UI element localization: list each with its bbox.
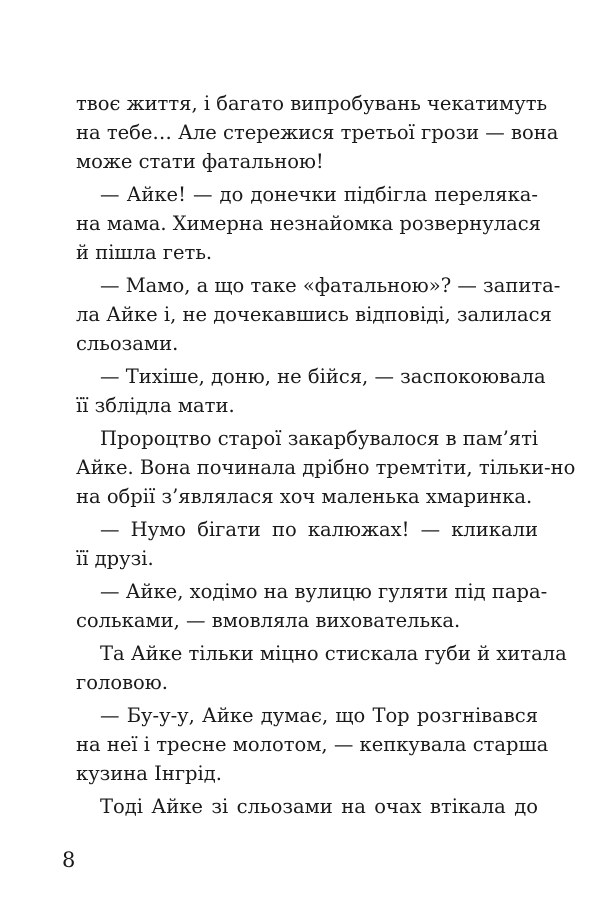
- text-line-2: на тебе… Але стережися третьої грози — вона: [76, 121, 559, 144]
- text-line-13: Айке. Вона починала дрібно тремтіти, тільки-но: [76, 456, 576, 479]
- text-line-17: — Айке, ходімо на вулицю гуляти під пара-: [100, 580, 548, 603]
- text-line-3: може стати фатальною!: [76, 150, 324, 173]
- text-line-5: на мама. Химерна незнайомка розвернулася: [76, 212, 541, 235]
- text-line-10: — Тихіше, доню, не бійся, — заспокоювала: [100, 365, 546, 388]
- text-line-16: її друзі.: [76, 547, 154, 570]
- text-line-20: головою.: [76, 671, 168, 694]
- text-line-24: Тоді Айке зі сльозами на очах втікала до: [100, 795, 538, 818]
- text-line-1: твоє життя, і багато випробувань чекатимуть: [76, 92, 548, 115]
- text-line-19: Та Айке тільки міцно стискала губи й хитала: [100, 642, 567, 665]
- text-line-23: кузина Інгрід.: [76, 762, 222, 785]
- page-number: 8: [62, 848, 76, 872]
- text-line-11: її зблідла мати.: [76, 394, 235, 417]
- text-line-21: — Бу-у-у, Айке думає, що Тор розгнівався: [100, 704, 538, 727]
- text-line-15: — Нумо бігати по калюжах! — кликали: [100, 518, 538, 541]
- text-line-18: сольками, — вмовляла вихователька.: [76, 609, 461, 632]
- text-line-6: й пішла геть.: [76, 241, 213, 264]
- text-line-8: ла Айке і, не дочекавшись відповіді, залилася: [76, 303, 552, 326]
- text-line-9: сльозами.: [76, 332, 179, 355]
- text-line-14: на обрії з’являлася хоч маленька хмаринка.: [76, 485, 533, 508]
- text-line-7: — Мамо, а що таке «фатальною»? — запита-: [100, 274, 561, 297]
- text-line-22: на неї і тресне молотом, — кепкувала старша: [76, 733, 549, 756]
- text-line-4: — Айке! — до донечки підбігла переляка-: [100, 183, 538, 206]
- text-line-12: Пророцтво старої закарбувалося в пам’яті: [100, 427, 539, 450]
